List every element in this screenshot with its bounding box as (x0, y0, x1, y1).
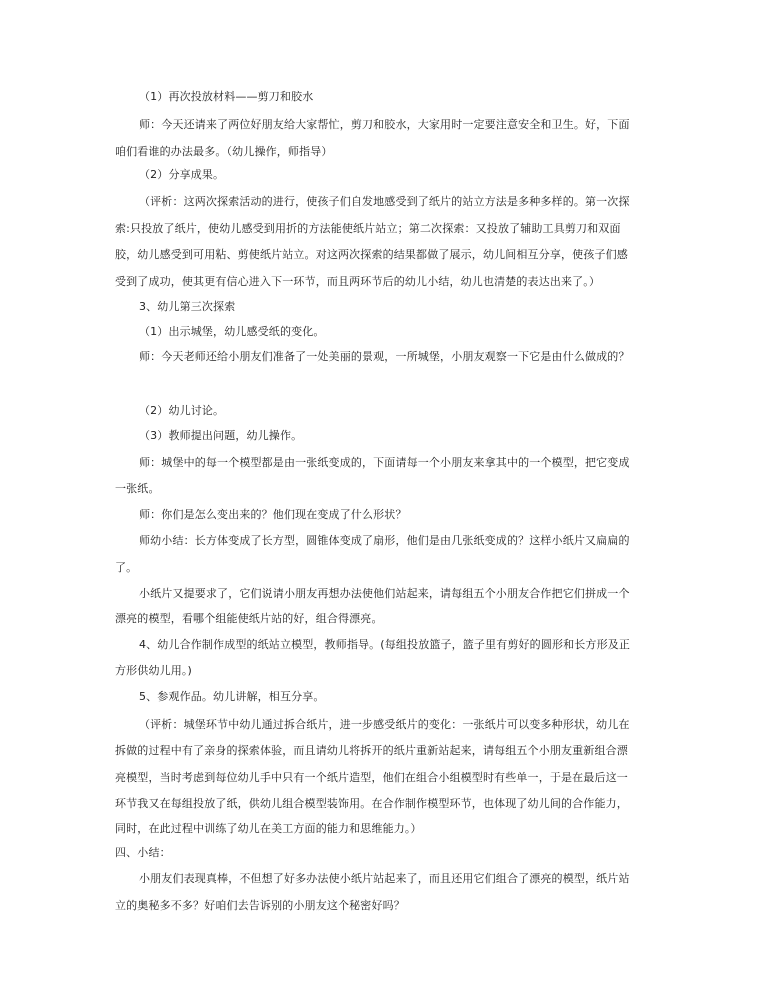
text-line: （3）教师提出问题，幼儿操作。 (139, 429, 303, 442)
text-line: 胶，幼儿感受到可用粘、剪使纸片站立。对这两次探索的结果都做了展示，幼儿间相互分享，使孩子们感 (115, 248, 628, 261)
text-line: （1）出示城堡，幼儿感受纸的变化。 (139, 325, 325, 338)
text-line: 师：今天老师还给小朋友们准备了一处美丽的景观，一所城堡，小朋友观察一下它是由什么做成的？ (139, 350, 630, 363)
text-line: 3、幼儿第三次探索 (139, 300, 236, 313)
text-line: 四、小结： (115, 846, 171, 859)
text-line: 拆做的过程中有了亲身的探索体验，而且请幼儿将拆开的纸片重新站起来，请每组五个小朋友重新组合漂 (115, 744, 628, 757)
text-line: 了。 (115, 561, 138, 574)
text-line: （评析：城堡环节中幼儿通过拆合纸片，进一步感受纸片的变化：一张纸片可以变多种形状，幼儿在 (139, 718, 630, 731)
text-line: 小朋友们表现真棒，不但想了好多办法使小纸片站起来了，而且还用它们组合了漂亮的模型，纸片站 (139, 872, 630, 885)
text-line: （评析：这两次探索活动的进行，使孩子们自发地感受到了纸片的站立方法是多种多样的。第一次探 (139, 195, 630, 208)
text-line: 亮模型，当时考虑到每位幼儿手中只有一个纸片造型，他们在组合小组模型时有些单一，于是在最后这一 (115, 771, 628, 784)
text-line: 师：你们是怎么变出来的？他们现在变成了什么形状？ (139, 508, 407, 521)
text-line: 方形供幼儿用。) (115, 664, 192, 677)
text-line: （2）幼儿讨论。 (139, 404, 225, 417)
text-line: 一张纸。 (115, 482, 160, 495)
text-line: 咱们看谁的办法最多。（幼儿操作，师指导） (115, 145, 333, 158)
text-line: 环节我又在每组投放了纸，供幼儿组合模型装饰用。在合作制作模型环节，也体现了幼儿间的合作能力， (115, 797, 628, 810)
text-line: 师幼小结：长方体变成了长方型，圆锥体变成了扇形，他们是由几张纸变成的？这样小纸片又扁扁的 (139, 534, 630, 547)
text-line: 漂亮的模型，看哪个组能使纸片站的好，组合得漂亮。 (115, 612, 383, 625)
text-line: （1）再次投放材料——剪刀和胶水 (139, 90, 314, 103)
text-line: 师：今天还请来了两位好朋友给大家帮忙，剪刀和胶水，大家用时一定要注意安全和卫生。好，下面 (139, 118, 630, 131)
text-line: 索:只投放了纸片，使幼儿感受到用折的方法能使纸片站立；第二次探索：又投放了辅助工具剪刀和双面 (115, 222, 621, 235)
text-line: 4、幼儿合作制作成型的纸站立模型，教师指导。(每组投放篮子，篮子里有剪好的圆形和长方形及正 (139, 638, 631, 651)
text-line: 5、参观作品。幼儿讲解，相互分享。 (139, 690, 325, 703)
text-line: 同时，在此过程中训练了幼儿在美工方面的能力和思维能力。） (115, 822, 422, 835)
text-line: 立的奥秘多不多？好咱们去告诉别的小朋友这个秘密好吗？ (115, 899, 405, 912)
text-line: 小纸片又提要求了，它们说请小朋友再想办法使他们站起来，请每组五个小朋友合作把它们拼成一个 (139, 587, 630, 600)
text-line: （2）分享成果。 (139, 168, 225, 181)
text-line: 受到了成功，使其更有信心进入下一环节，而且两环节后的幼儿小结，幼儿也清楚的表达出来了。） (115, 275, 601, 288)
text-line: 师：城堡中的每一个模型都是由一张纸变成的，下面请每一个小朋友来拿其中的一个模型，把它变成 (139, 456, 630, 469)
